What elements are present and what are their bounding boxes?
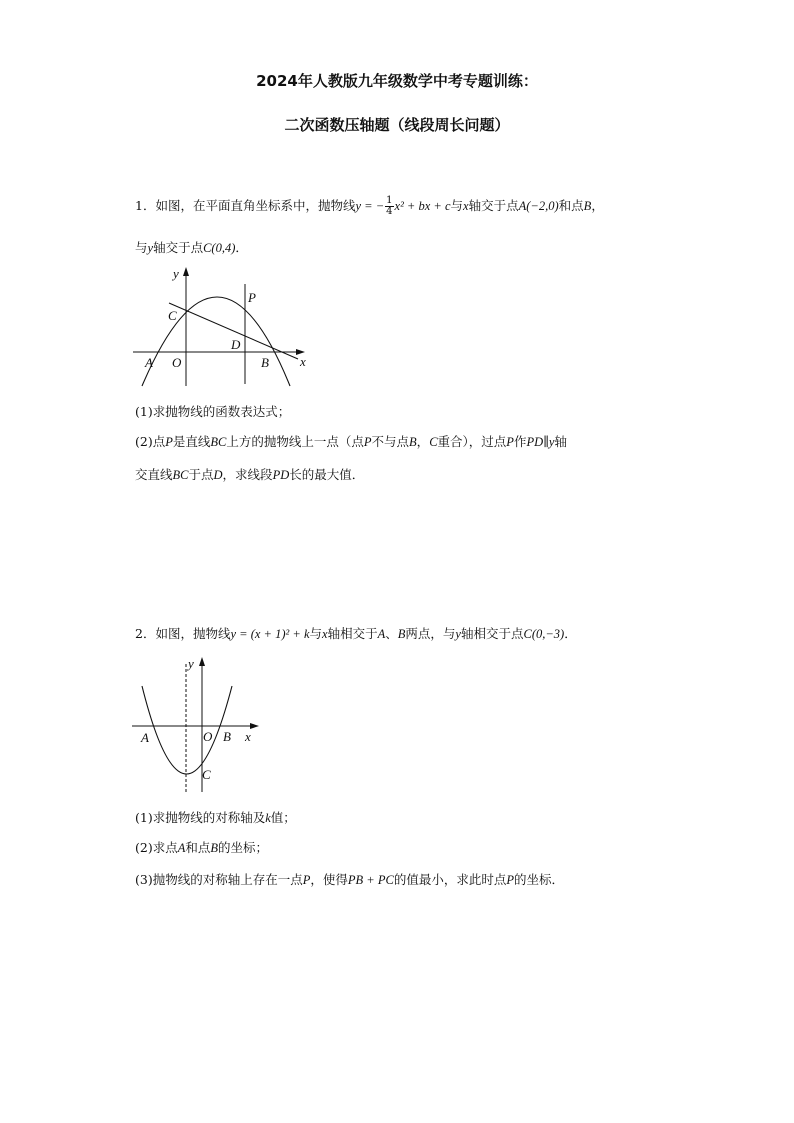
q2-label-c: C (202, 767, 211, 782)
q1-equation-fraction (385, 196, 393, 217)
q1-stem-line2 (135, 238, 248, 256)
q2-sub3-text-a: (3)抛物线的对称轴上存在一点 (135, 872, 303, 887)
q2-x-arrow (250, 723, 259, 729)
q2-equation: y = (x + 1)² + k (230, 627, 310, 641)
q1-sub2-text-d: 不与点 (371, 434, 410, 449)
q1-line2-text-a: 与 (135, 240, 148, 255)
q1-line2-y: y (147, 241, 154, 255)
q1-sub2-line1 (135, 432, 567, 450)
q1-label-p: P (248, 290, 256, 305)
q1-sub2-text-h: 轴 (554, 434, 567, 449)
q2-sub2-b: B (210, 841, 219, 855)
q1-label-o: O (172, 355, 182, 370)
q2-sub3-p2: P (506, 873, 514, 887)
q1-y-arrow (183, 267, 189, 276)
q1-sub2-p3: P (506, 435, 514, 449)
q2-stem-x: x (322, 627, 328, 641)
q2-sub3-text-c: 的值最小，求此时点 (393, 872, 507, 887)
q1-line2-text-b: 轴交于点 (153, 240, 204, 255)
q1-sub2-p: P (165, 435, 173, 449)
q1-sub2-l2-text-b: 于点 (188, 467, 214, 482)
q1-sub2-text-b: 是直线 (172, 434, 211, 449)
q1-sub2-text-g: 作 (513, 434, 527, 449)
q2-stem-text-c: 轴相交于 (327, 626, 378, 641)
q1-sub2-l2-pd: PD (272, 468, 290, 482)
q2-sub1-text-a: (1)求抛物线的对称轴及 (135, 810, 266, 825)
q1-sub2-text-a: (2)点 (135, 434, 166, 449)
q1-figure (130, 262, 315, 390)
q1-sub2-l2-bc: BC (172, 468, 189, 482)
q1-label-y: y (173, 266, 179, 281)
q2-sub2 (135, 838, 268, 856)
q1-sub2-bc: BC (210, 435, 227, 449)
q2-stem-text-e: 两点，与 (405, 626, 456, 641)
q2-label-x: x (245, 729, 251, 744)
q2-sub1-k: k (265, 811, 271, 825)
q1-label-a: A (145, 355, 153, 370)
q2-parabola (142, 686, 232, 774)
q2-sub3-text-d: 的坐标． (513, 872, 564, 887)
q1-sub2-l2-text-a: 交直线 (135, 467, 173, 482)
q1-label-d: D (231, 337, 241, 352)
q1-fraction-numerator: 1 (386, 195, 393, 206)
q1-stem-x: x (463, 199, 469, 213)
page-title-line1: 2024年人教版九年级数学中考专题训练： (256, 72, 538, 90)
q2-sub3-expr: PB + PC (347, 873, 394, 887)
q2-figure (128, 652, 268, 797)
q2-point-a: A (377, 627, 386, 641)
q1-stem-line1 (135, 196, 604, 217)
q2-sub2-text-b: 和点 (185, 840, 211, 855)
q1-stem-text-e: ， (591, 198, 604, 213)
q2-stem-text-a: 2．如图，抛物线 (135, 626, 231, 641)
q1-line2-text-c: ． (235, 240, 248, 255)
q1-sub2-line2 (135, 465, 364, 483)
q1-point-a: A(−2,0) (518, 199, 559, 213)
q2-y-arrow (199, 657, 205, 666)
q2-sub3 (135, 870, 564, 888)
q1-sub2-text-e: ， (416, 434, 430, 449)
q2-label-b: B (223, 729, 231, 744)
q2-point-b: B (397, 627, 406, 641)
q2-stem-y: y (455, 627, 461, 641)
q1-sub2-p2: P (363, 435, 372, 449)
q1-sub2-pd: PD∥y (526, 435, 555, 449)
q1-sub2-text-f: 重合），过点 (437, 434, 507, 449)
q1-sub2-c: C (429, 435, 438, 449)
q2-stem-text-g: ． (564, 626, 577, 641)
q1-label-x: x (300, 354, 306, 369)
q1-label-b: B (261, 355, 269, 370)
q2-stem-text-f: 轴相交于点 (460, 626, 524, 641)
q2-point-c: C(0,−3) (523, 627, 565, 641)
q1-sub2-b: B (409, 435, 417, 449)
q1-point-b: B (583, 199, 592, 213)
q2-sub1 (135, 808, 296, 826)
q1-equation-rest: x² + bx + c (394, 199, 451, 213)
q1-stem-text: 1．如图，在平面直角坐标系中，抛物线 (135, 198, 356, 213)
q1-equation-lhs: y = − (355, 199, 385, 213)
q1-sub2-l2-text-d: 长的最大值． (289, 467, 365, 482)
q2-sub2-text-c: 的坐标； (218, 840, 269, 855)
q1-sub2-text-c: 上方的抛物线上一点（点 (226, 434, 364, 449)
q2-sub2-a: A (177, 841, 186, 855)
q2-sub3-text-b: ，使得 (310, 872, 348, 887)
q1-sub2-l2-d: D (213, 468, 223, 482)
q2-sub3-p: P (302, 873, 311, 887)
q1-label-c: C (168, 308, 177, 323)
q1-stem-text-d: 和点 (558, 198, 584, 213)
q1-sub1: (1)求抛物线的函数表达式； (135, 404, 291, 419)
q1-point-c: C(0,4) (203, 241, 236, 255)
q1-stem-text-b: 与 (450, 198, 464, 213)
q2-label-o: O (203, 729, 213, 744)
q2-label-y: y (188, 656, 194, 671)
q1-fraction-denominator: 4 (386, 206, 393, 217)
q2-stem (135, 624, 577, 642)
page-title-line2: 二次函数压轴题（线段周长问题） (284, 116, 510, 134)
q2-stem-text-d: 、 (385, 626, 398, 641)
q2-sub1-text-b: 值； (270, 810, 296, 825)
q2-stem-text-b: 与 (309, 626, 323, 641)
q1-stem-text-c: 轴交于点 (468, 198, 519, 213)
q2-sub2-text-a: (2)求点 (135, 840, 178, 855)
q1-parabola (142, 297, 290, 386)
q2-label-a: A (141, 730, 149, 745)
q1-sub2-l2-text-c: ，求线段 (222, 467, 273, 482)
